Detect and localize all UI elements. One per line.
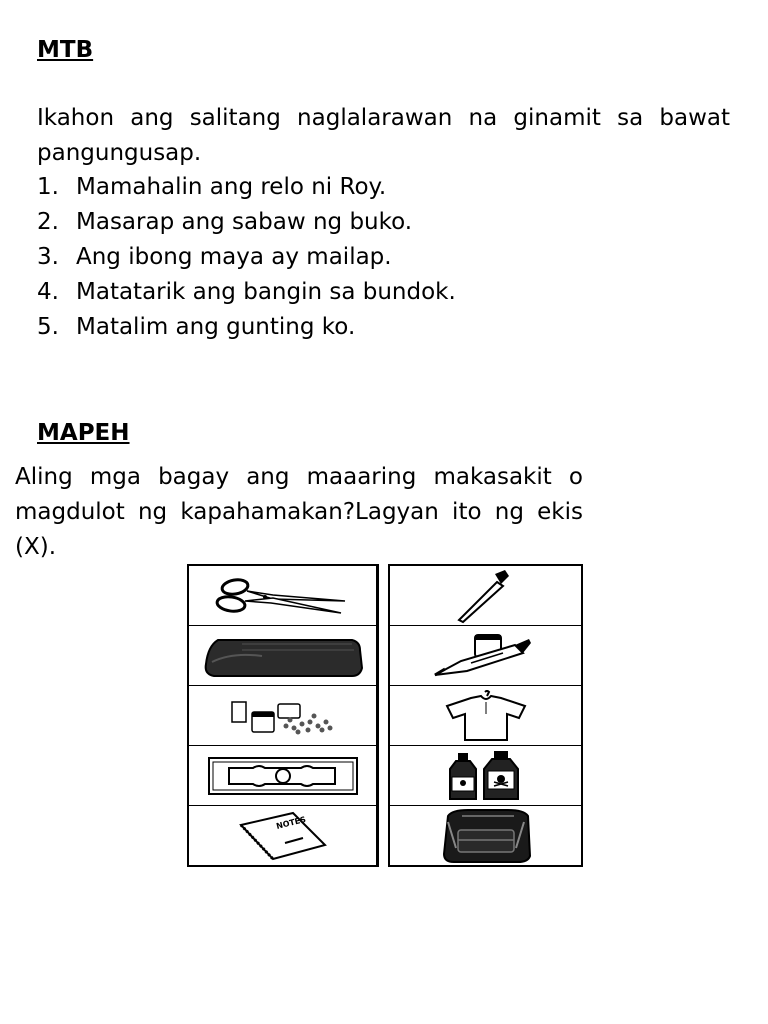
mapeh-heading: MAPEH <box>37 420 130 446</box>
image-cell[interactable] <box>390 566 581 626</box>
backpack-icon <box>438 808 534 864</box>
mtb-instruction: Ikahon ang salitang naglalarawan na ginamit sa bawat pangungusap. <box>37 105 730 166</box>
image-cell[interactable] <box>390 806 581 865</box>
notebook-icon <box>233 811 333 861</box>
image-cell[interactable] <box>390 686 581 746</box>
image-column-left <box>187 564 379 867</box>
image-cell[interactable] <box>189 626 376 686</box>
image-cell[interactable] <box>189 806 376 865</box>
glue-tube-icon <box>431 631 541 681</box>
mtb-sentence-list <box>37 170 456 345</box>
notebook-label: NOTES <box>274 814 307 831</box>
medicine-pills-icon <box>228 694 338 738</box>
image-cell[interactable] <box>189 566 376 626</box>
razor-blade-icon <box>207 754 359 798</box>
list-item: 2. Masarap ang sabaw ng buko. <box>37 209 413 235</box>
list-item: 4. Matatarik ang bangin sa bundok. <box>37 279 456 305</box>
wallet-icon <box>202 634 364 678</box>
image-cell[interactable] <box>390 746 581 806</box>
tshirt-icon <box>441 690 531 742</box>
image-cell[interactable] <box>189 746 376 806</box>
list-item: 5. Matalim ang gunting ko. <box>37 314 356 340</box>
mapeh-instruction: Aling mga bagay ang maaaring makasakit o magdulot ng kapahamakan?Lagyan ito ng ekis (X). <box>15 464 583 560</box>
poison-bottles-icon <box>436 749 536 803</box>
list-item: 1. Mamahalin ang relo ni Roy. <box>37 174 387 200</box>
scissors-icon <box>213 571 353 621</box>
mtb-heading: MTB <box>37 37 94 63</box>
image-cell[interactable] <box>390 626 581 686</box>
list-item: 3. Ang ibong maya ay mailap. <box>37 244 392 270</box>
image-cell[interactable] <box>189 686 376 746</box>
knife-icon <box>451 568 521 624</box>
image-grid <box>187 564 583 867</box>
image-column-right <box>388 564 583 867</box>
